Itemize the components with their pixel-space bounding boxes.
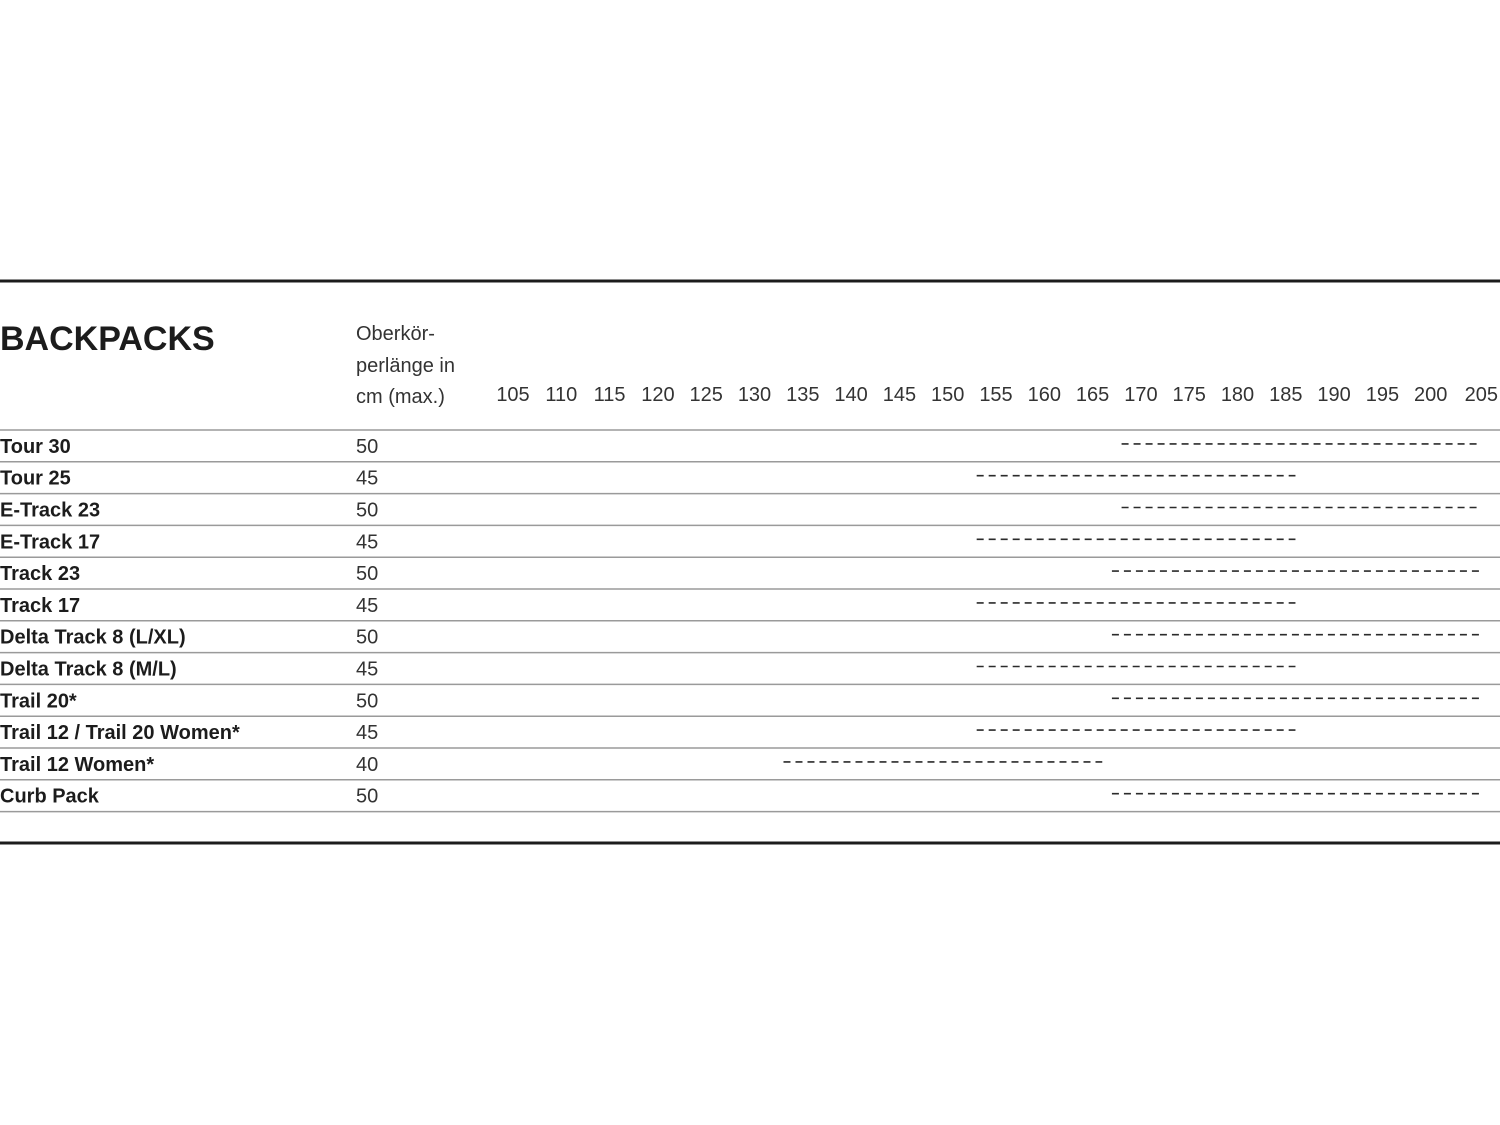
torso-header-line-1: Oberkör- (356, 323, 435, 345)
row-torso-length: 45 (356, 658, 379, 681)
table-row (0, 627, 1500, 653)
chart-title: BACKPACKS (0, 320, 215, 358)
row-torso-length: 50 (356, 626, 379, 649)
row-name: E-Track 23 (0, 499, 101, 522)
x-tick-label: 150 (931, 384, 965, 406)
x-tick-label: 185 (1269, 384, 1303, 406)
table-row (0, 563, 1500, 589)
x-tick-label: 175 (1172, 384, 1206, 406)
row-name: Track 23 (0, 563, 81, 586)
x-tick-label: 115 (593, 384, 626, 406)
x-tick-label: 180 (1220, 384, 1255, 406)
x-tick-label: 205 (1464, 384, 1498, 406)
table-row (0, 786, 1500, 812)
table-rows (0, 436, 1500, 812)
x-tick-label: 125 (689, 384, 723, 406)
table-row (0, 690, 1500, 716)
x-tick-label: 135 (786, 384, 820, 406)
table-row (0, 500, 1500, 526)
x-tick-label: 155 (979, 384, 1013, 406)
row-name: Tour 25 (0, 467, 71, 490)
x-tick-label: 110 (545, 384, 578, 406)
row-torso-length: 50 (356, 435, 379, 458)
table-row (0, 754, 1500, 780)
row-name: Curb Pack (0, 785, 99, 808)
row-name: Track 17 (0, 594, 81, 617)
row-name: Tour 30 (0, 435, 71, 458)
row-torso-length: 45 (356, 594, 379, 617)
table-row (0, 659, 1500, 685)
row-torso-length: 45 (356, 722, 379, 745)
x-tick-label: 170 (1124, 384, 1158, 406)
row-torso-length: 50 (356, 499, 379, 522)
row-name: Trail 12 Women* (0, 753, 155, 776)
torso-header-line-2: perlänge in (356, 355, 455, 377)
row-name: Trail 12 / Trail 20 Women* (0, 722, 240, 745)
table-row (0, 531, 1500, 557)
row-torso-length: 45 (356, 531, 379, 554)
row-torso-length: 50 (356, 563, 379, 586)
x-tick-label: 130 (737, 384, 772, 406)
row-torso-length: 40 (356, 753, 379, 776)
x-tick-label: 195 (1365, 384, 1400, 406)
x-tick-label: 105 (496, 384, 530, 406)
x-tick-label: 160 (1027, 384, 1061, 406)
table-row (0, 722, 1500, 748)
row-name: Trail 20* (0, 690, 77, 713)
row-name: Delta Track 8 (L/XL) (0, 626, 186, 649)
x-tick-label: 145 (882, 384, 917, 406)
table-row (0, 468, 1500, 494)
x-tick-label: 140 (834, 384, 868, 406)
x-tick-label: 200 (1414, 384, 1448, 406)
table-row (0, 595, 1500, 621)
row-torso-length: 50 (356, 785, 379, 808)
x-tick-label: 120 (641, 384, 675, 406)
x-tick-label: 190 (1317, 384, 1351, 406)
row-torso-length: 50 (356, 690, 379, 713)
torso-header-line-3: cm (max.) (356, 386, 445, 408)
row-name: Delta Track 8 (M/L) (0, 658, 177, 681)
x-tick-label: 165 (1075, 384, 1110, 406)
x-axis-ticks (496, 384, 1498, 406)
row-name: E-Track 17 (0, 531, 101, 554)
row-torso-length: 45 (356, 467, 379, 490)
table-row (0, 436, 1500, 462)
